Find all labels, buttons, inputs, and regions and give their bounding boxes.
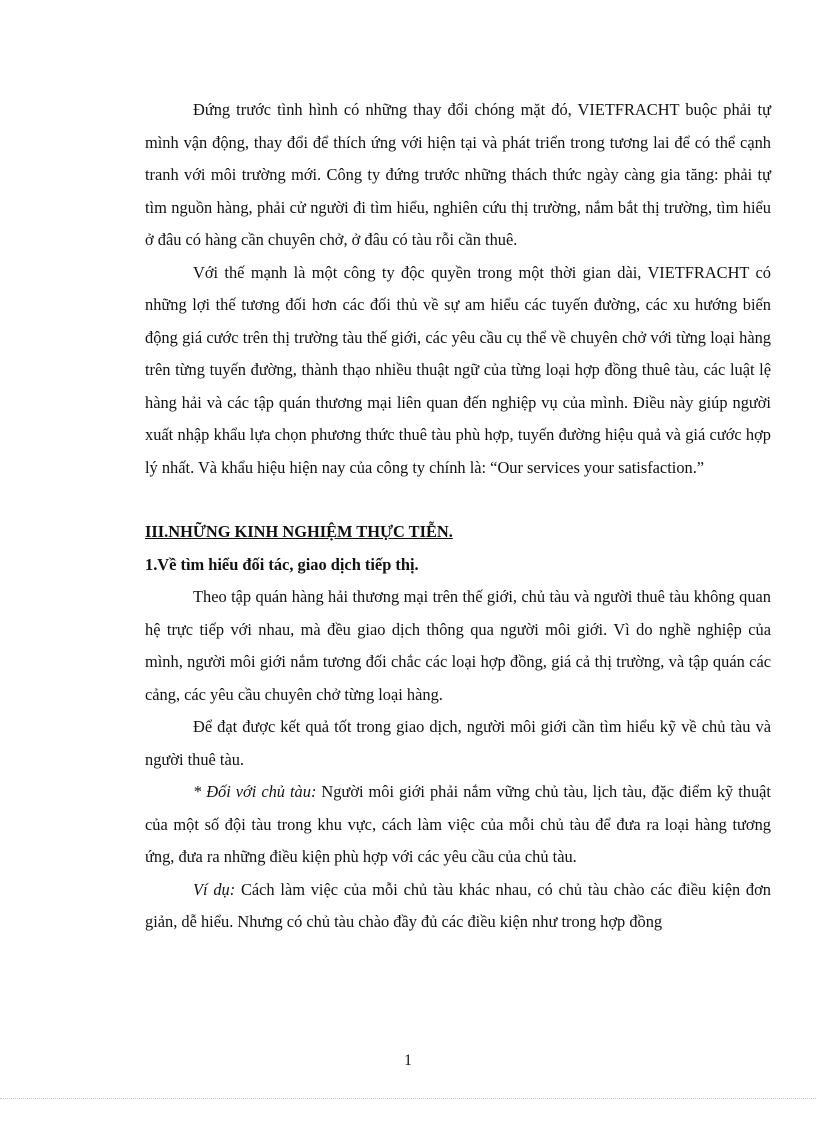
paragraph-1: Đứng trước tình hình có những thay đổi chóng mặt đó, VIETFRACHT buộc phải tự mình vận động, thay đổi để thích ứng với hiện tại và phát triển trong tương lai để có thể cạnh tranh với môi trường mới. Công ty đứng trước những thách thức ngày càng gia tăng: phải tự tìm nguồn hàng, phải cử người đi tìm hiểu, nghiên cứu thị trường, nắm bắt thị trường, tìm hiểu ở đâu có hàng cần chuyên chở, ở đâu có tàu rỗi cần thuê.: [145, 100, 771, 249]
example-text: Cách làm việc của mỗi chủ tàu khác nhau, có chủ tàu chào các điều kiện đơn giản, dễ hiểu. Nhưng có chủ tàu chào đầy đủ các điều kiện như trong hợp đồng: [145, 879, 771, 931]
shipowner-text: Người môi giới phải nắm vững chủ tàu, lịch tàu, đặc điểm kỹ thuật của một số đội tàu trong khu vực, cách làm việc của mỗi chủ tàu để đưa ra loại hàng tương ứng, đưa ra những điều kiện phù hợp với các yêu cầu của chủ tàu.: [145, 782, 771, 866]
page-separator: [0, 1098, 816, 1099]
paragraph-3: Theo tập quán hàng hải thương mại trên thế giới, chủ tàu và người thuê tàu không quan hệ trực tiếp với nhau, mà đều giao dịch thông qua người môi giới. Vì do nghề nghiệp của mình, người môi giới nắm tương đối chắc các loại hợp đồng, giá cả thị trường, và tập quán các cảng, các yêu cầu chuyên chở từng loại hàng.: [145, 587, 771, 704]
page-number: 1: [404, 1052, 412, 1069]
document-body: [145, 94, 771, 939]
paragraph-2: Với thế mạnh là một công ty độc quyền trong một thời gian dài, VIETFRACHT có những lợi thế tương đối hơn các đối thủ về sự am hiểu các tuyến đường, các xu hướng biến động giá cước trên thị trường tàu thế giới, các yêu cầu cụ thể về chuyên chở với từng loại hàng trên từng tuyến đường, thành thạo nhiều thuật ngữ của từng loại hợp đồng thuê tàu, các luật lệ hàng hải và các tập quán thương mại liên quan đến nghiệp vụ của mình. Điều này giúp người xuất nhập khẩu lựa chọn phương thức thuê tàu phù hợp, tuyến đường hiệu quả và giá cước hợp lý nhất. Và khẩu hiệu hiện nay của công ty chính là: “Our services your satisfaction.”: [145, 262, 771, 477]
example-label: Ví dụ:: [193, 879, 236, 899]
paragraph-5: [145, 776, 771, 874]
shipowner-label: * Đối với chủ tàu:: [193, 782, 317, 801]
subsection-heading: 1.Về tìm hiểu đối tác, giao dịch tiếp thị.: [145, 554, 419, 574]
paragraph-6: [145, 874, 771, 939]
section-heading: III.NHỮNG KINH NGHIỆM THỰC TIỄN.: [145, 522, 453, 541]
paragraph-4: Để đạt được kết quả tốt trong giao dịch, người môi giới cần tìm hiểu kỹ về chủ tàu và người thuê tàu.: [145, 717, 771, 769]
